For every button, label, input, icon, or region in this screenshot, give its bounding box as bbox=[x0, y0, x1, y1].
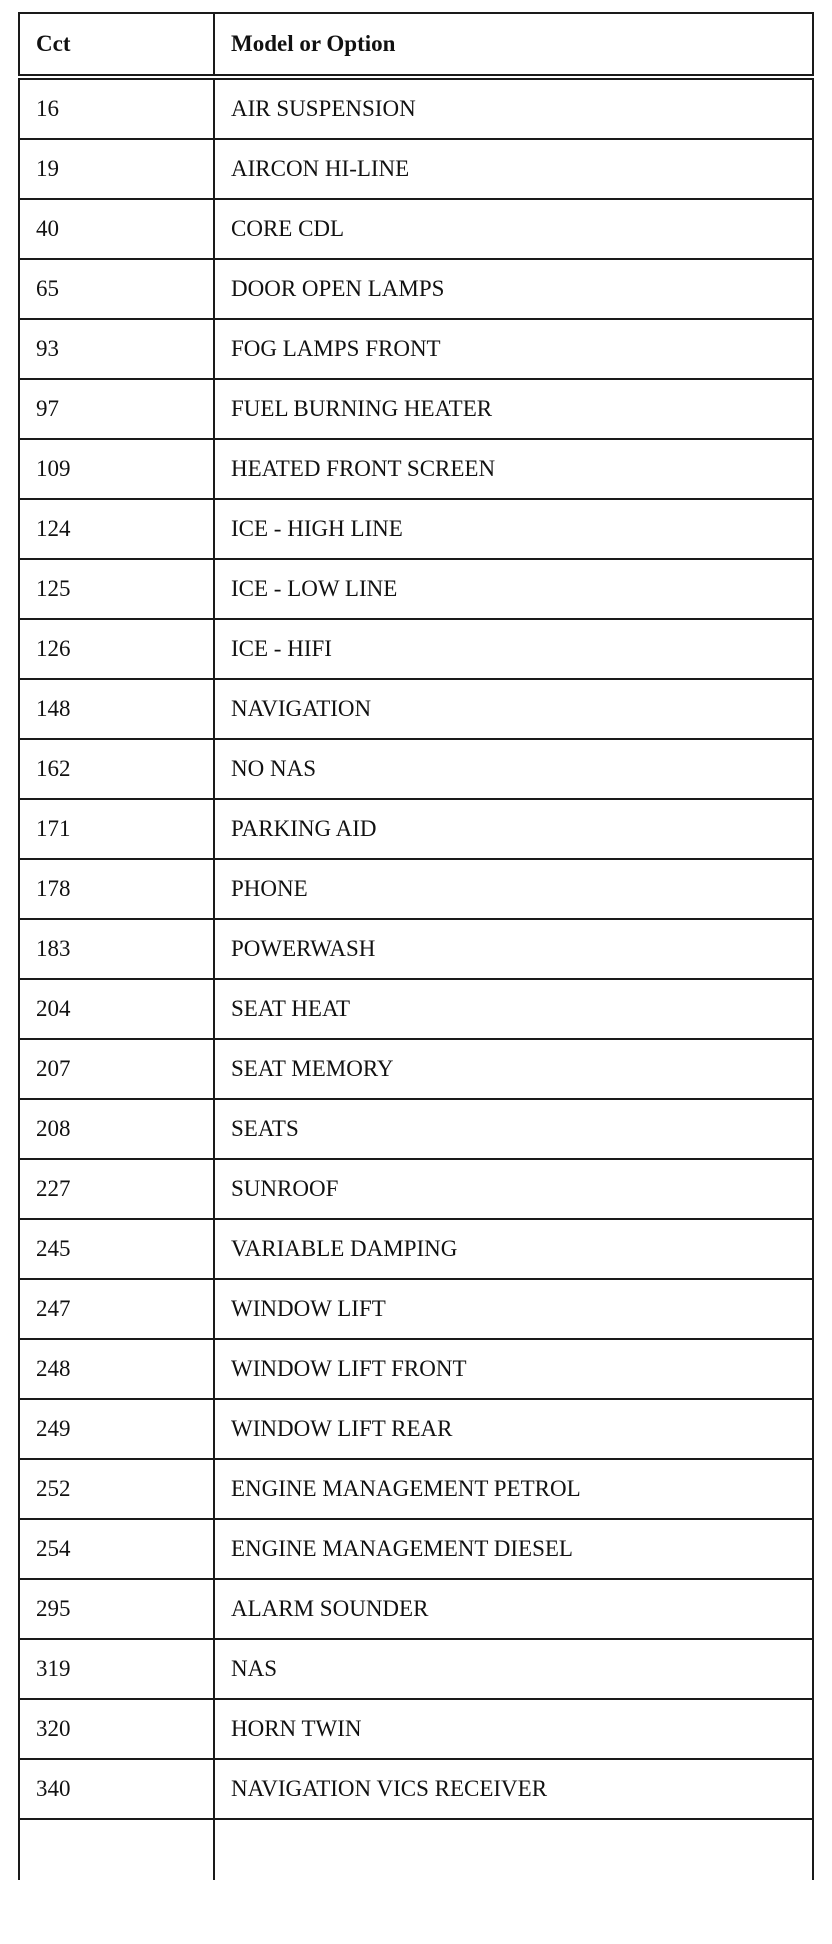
table-row bbox=[19, 139, 813, 199]
cell-model-or-option: PARKING AID bbox=[214, 799, 813, 859]
cell-cct: 162 bbox=[19, 739, 214, 799]
cell-cct: 97 bbox=[19, 379, 214, 439]
table-row bbox=[19, 1339, 813, 1399]
table-row bbox=[19, 739, 813, 799]
cell-cct: 207 bbox=[19, 1039, 214, 1099]
table-row bbox=[19, 1519, 813, 1579]
cell-cct: 247 bbox=[19, 1279, 214, 1339]
table-row bbox=[19, 199, 813, 259]
cell-model-or-option: NO NAS bbox=[214, 739, 813, 799]
table-row bbox=[19, 859, 813, 919]
table-row bbox=[19, 1219, 813, 1279]
cell-cct: 319 bbox=[19, 1639, 214, 1699]
table-row bbox=[19, 1399, 813, 1459]
cell-model-or-option: POWERWASH bbox=[214, 919, 813, 979]
cell-model-or-option: ALARM SOUNDER bbox=[214, 1579, 813, 1639]
table-row bbox=[19, 979, 813, 1039]
table-row bbox=[19, 499, 813, 559]
cell-model-or-option: FUEL BURNING HEATER bbox=[214, 379, 813, 439]
table-row bbox=[19, 319, 813, 379]
cell-model-or-option: SUNROOF bbox=[214, 1159, 813, 1219]
table-header bbox=[19, 13, 813, 77]
cell-model-or-option: CORE CDL bbox=[214, 199, 813, 259]
table-row bbox=[19, 1099, 813, 1159]
table-row bbox=[19, 1579, 813, 1639]
cell-model-or-option: DOOR OPEN LAMPS bbox=[214, 259, 813, 319]
table-row bbox=[19, 799, 813, 859]
cell-cct: 204 bbox=[19, 979, 214, 1039]
cell-model-or-option: HEATED FRONT SCREEN bbox=[214, 439, 813, 499]
cell-model-or-option: WINDOW LIFT bbox=[214, 1279, 813, 1339]
cell-cct: 254 bbox=[19, 1519, 214, 1579]
cell-cct: 320 bbox=[19, 1699, 214, 1759]
cell-cct: 295 bbox=[19, 1579, 214, 1639]
cell-cct: 208 bbox=[19, 1099, 214, 1159]
table-row bbox=[19, 919, 813, 979]
cell-model-or-option: WINDOW LIFT FRONT bbox=[214, 1339, 813, 1399]
cell-cct: 65 bbox=[19, 259, 214, 319]
table-row bbox=[19, 619, 813, 679]
cell-cct: 245 bbox=[19, 1219, 214, 1279]
table-row bbox=[19, 559, 813, 619]
cell-model-or-option: AIRCON HI-LINE bbox=[214, 139, 813, 199]
cell-model-or-option: VARIABLE DAMPING bbox=[214, 1219, 813, 1279]
table-row bbox=[19, 439, 813, 499]
header-model-or-option: Model or Option bbox=[214, 13, 813, 77]
cell-cct: 171 bbox=[19, 799, 214, 859]
table-row bbox=[19, 1699, 813, 1759]
table-row bbox=[19, 259, 813, 319]
cell-cct: 248 bbox=[19, 1339, 214, 1399]
cell-cct: 126 bbox=[19, 619, 214, 679]
table-row bbox=[19, 1819, 813, 1880]
table-row bbox=[19, 1039, 813, 1099]
cell-cct: 16 bbox=[19, 77, 214, 139]
table-row bbox=[19, 1279, 813, 1339]
cell-cct: 249 bbox=[19, 1399, 214, 1459]
cell-model-or-option: ICE - HIFI bbox=[214, 619, 813, 679]
cell-cct: 93 bbox=[19, 319, 214, 379]
cell-model-or-option: NAVIGATION VICS RECEIVER bbox=[214, 1759, 813, 1819]
cell-cct: 340 bbox=[19, 1759, 214, 1819]
cell-model-or-option bbox=[214, 1819, 813, 1880]
table-body bbox=[19, 77, 813, 1880]
cell-model-or-option: ICE - HIGH LINE bbox=[214, 499, 813, 559]
cell-model-or-option: NAVIGATION bbox=[214, 679, 813, 739]
cell-model-or-option: FOG LAMPS FRONT bbox=[214, 319, 813, 379]
cell-model-or-option: AIR SUSPENSION bbox=[214, 77, 813, 139]
cell-model-or-option: HORN TWIN bbox=[214, 1699, 813, 1759]
cell-cct: 252 bbox=[19, 1459, 214, 1519]
table-row bbox=[19, 1639, 813, 1699]
cell-model-or-option: ENGINE MANAGEMENT DIESEL bbox=[214, 1519, 813, 1579]
cell-model-or-option: NAS bbox=[214, 1639, 813, 1699]
cell-cct: 148 bbox=[19, 679, 214, 739]
header-cct: Cct bbox=[19, 13, 214, 77]
cell-model-or-option: SEAT HEAT bbox=[214, 979, 813, 1039]
cell-cct: 109 bbox=[19, 439, 214, 499]
cell-cct: 19 bbox=[19, 139, 214, 199]
cell-model-or-option: SEATS bbox=[214, 1099, 813, 1159]
cell-model-or-option: PHONE bbox=[214, 859, 813, 919]
cell-cct: 178 bbox=[19, 859, 214, 919]
cell-model-or-option: SEAT MEMORY bbox=[214, 1039, 813, 1099]
cell-cct: 227 bbox=[19, 1159, 214, 1219]
table-row bbox=[19, 77, 813, 139]
header-row bbox=[19, 13, 813, 77]
options-table bbox=[18, 12, 814, 1880]
table-row bbox=[19, 1759, 813, 1819]
table-row bbox=[19, 679, 813, 739]
cell-cct: 125 bbox=[19, 559, 214, 619]
cell-model-or-option: WINDOW LIFT REAR bbox=[214, 1399, 813, 1459]
cell-model-or-option: ICE - LOW LINE bbox=[214, 559, 813, 619]
table-row bbox=[19, 1459, 813, 1519]
cell-cct bbox=[19, 1819, 214, 1880]
cell-cct: 183 bbox=[19, 919, 214, 979]
cell-model-or-option: ENGINE MANAGEMENT PETROL bbox=[214, 1459, 813, 1519]
cell-cct: 40 bbox=[19, 199, 214, 259]
table-row bbox=[19, 379, 813, 439]
cell-cct: 124 bbox=[19, 499, 214, 559]
table-row bbox=[19, 1159, 813, 1219]
